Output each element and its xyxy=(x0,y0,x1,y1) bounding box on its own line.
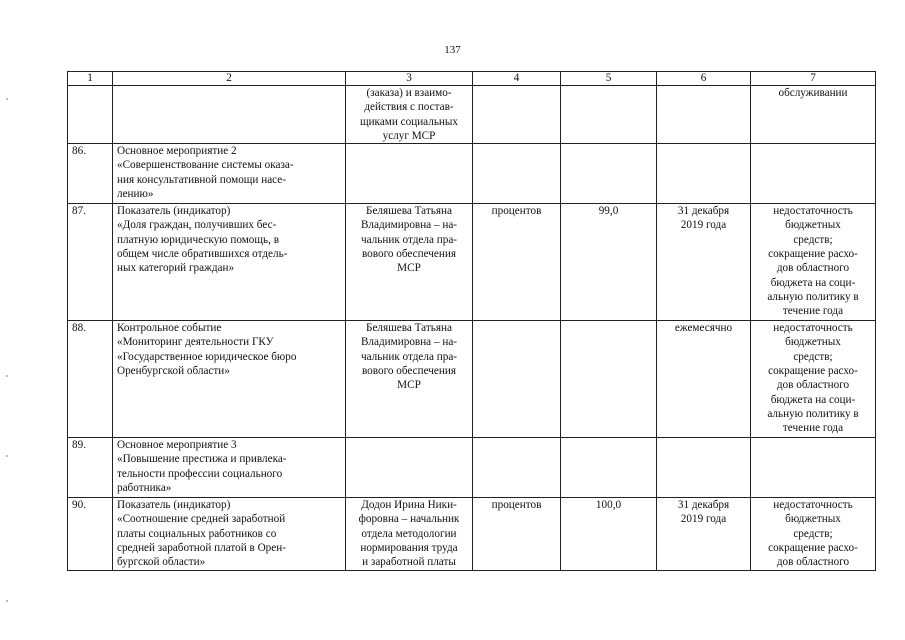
text-line: ния консультативной помощи насе- xyxy=(117,173,286,186)
responsible-person xyxy=(346,438,473,498)
text-line: платы социальных работников со xyxy=(117,527,277,540)
text-line: Основное мероприятие 3 xyxy=(117,439,237,452)
text-line: течение года xyxy=(782,305,844,318)
item-name xyxy=(113,498,346,571)
text-line: средней заработной платой в Орен- xyxy=(117,542,286,555)
text-line: отдела методологии xyxy=(361,527,457,540)
text-line: «Доля граждан, получивших бес- xyxy=(117,219,277,232)
text-line: бюджета на соци- xyxy=(770,276,856,289)
text-line: «Государственное юридическое бюро xyxy=(117,350,297,363)
text-line: «Совершенствование системы оказа- xyxy=(117,159,294,172)
unit-of-measure xyxy=(473,86,561,144)
text-line: недостаточность xyxy=(773,322,853,335)
text-line: сокращение расхо- xyxy=(768,542,858,555)
target-value: 100,0 xyxy=(561,498,657,571)
table-row xyxy=(68,438,876,498)
header-row xyxy=(68,72,876,86)
unit-of-measure xyxy=(473,438,561,498)
page-number: 137 xyxy=(444,44,461,56)
item-name xyxy=(113,86,346,144)
text-line: 2019 года xyxy=(680,513,727,526)
text-line: МСР xyxy=(397,379,421,392)
text-line: чальник отдела пра- xyxy=(360,233,458,246)
table-row xyxy=(68,144,876,204)
target-value xyxy=(561,321,657,438)
unit-of-measure xyxy=(473,321,561,438)
risks xyxy=(751,438,876,498)
deadline xyxy=(657,498,751,571)
text-line: альную политику в xyxy=(767,290,859,303)
deadline xyxy=(657,321,751,438)
item-name xyxy=(113,204,346,321)
risks xyxy=(751,321,876,438)
deadline xyxy=(657,86,751,144)
text-line: ежемесячно xyxy=(674,322,733,335)
deadline xyxy=(657,204,751,321)
unit-of-measure: процентов xyxy=(473,498,561,571)
text-line: средств; xyxy=(793,233,833,246)
row-number: 88. xyxy=(68,321,113,438)
table-row xyxy=(68,321,876,438)
text-line: дов областного xyxy=(776,379,850,392)
item-name xyxy=(113,321,346,438)
column-header: 5 xyxy=(561,72,657,86)
text-line: Показатель (индикатор) xyxy=(117,205,231,218)
text-line: 31 декабря xyxy=(677,499,730,512)
text-line: Контрольное событие xyxy=(117,322,222,335)
responsible-person xyxy=(346,204,473,321)
text-line: тельности профессии социального xyxy=(117,467,283,480)
responsible-person xyxy=(346,321,473,438)
text-line: чальник отдела пра- xyxy=(360,350,458,363)
table-row xyxy=(68,204,876,321)
column-header: 2 xyxy=(113,72,346,86)
text-line: 31 декабря xyxy=(677,205,730,218)
text-line: недостаточность xyxy=(773,205,853,218)
row-number: 89. xyxy=(68,438,113,498)
column-header: 4 xyxy=(473,72,561,86)
text-line: Додон Ирина Ники- xyxy=(361,499,457,512)
text-line: средств; xyxy=(793,350,833,363)
table-body xyxy=(68,86,876,571)
text-line: Владимировна – на- xyxy=(360,336,458,349)
text-line: дов областного xyxy=(776,262,850,275)
text-line: нормирования труда xyxy=(360,542,458,555)
responsible-person xyxy=(346,144,473,204)
text-line: действия с постав- xyxy=(364,101,454,114)
text-line: бюджетных xyxy=(785,513,841,526)
text-line: «Повышение престижа и привлека- xyxy=(117,453,287,466)
text-line: «Мониторинг деятельности ГКУ xyxy=(117,336,274,349)
target-value xyxy=(561,438,657,498)
responsible-person xyxy=(346,86,473,144)
text-line: общем числе обратившихся отдель- xyxy=(117,248,288,261)
target-value xyxy=(561,86,657,144)
text-line: бюджета на соци- xyxy=(770,393,856,406)
text-line: Показатель (индикатор) xyxy=(117,499,231,512)
text-line: вового обеспечения xyxy=(361,248,457,261)
text-line: альную политику в xyxy=(767,407,859,420)
item-name xyxy=(113,438,346,498)
text-line: течение года xyxy=(782,422,844,435)
table-row xyxy=(68,86,876,144)
deadline xyxy=(657,438,751,498)
text-line: бюджетных xyxy=(785,219,841,232)
plan-table xyxy=(67,71,876,571)
risks xyxy=(751,86,876,144)
row-number: 86. xyxy=(68,144,113,204)
text-line: ных категорий граждан» xyxy=(117,262,235,275)
text-line: бургской области» xyxy=(117,556,206,569)
text-line: сокращение расхо- xyxy=(768,365,858,378)
item-name xyxy=(113,144,346,204)
text-line: обслуживании xyxy=(778,87,848,99)
scan-margin-mark xyxy=(6,98,8,100)
column-header: 6 xyxy=(657,72,751,86)
text-line: щиками социальных xyxy=(359,115,459,128)
table-row xyxy=(68,498,876,571)
text-line: дов областного xyxy=(776,556,850,569)
text-line: 2019 года xyxy=(680,219,727,232)
column-header: 1 xyxy=(68,72,113,86)
target-value xyxy=(561,144,657,204)
text-line: «Соотношение средней заработной xyxy=(117,513,286,526)
unit-of-measure xyxy=(473,144,561,204)
deadline xyxy=(657,144,751,204)
text-line: Оренбургской области» xyxy=(117,365,230,378)
scan-margin-mark xyxy=(6,455,8,457)
text-line: Основное мероприятие 2 xyxy=(117,145,237,158)
text-line: средств; xyxy=(793,527,833,540)
text-line: Беляшева Татьяна xyxy=(366,322,452,335)
risks xyxy=(751,144,876,204)
text-line: сокращение расхо- xyxy=(768,248,858,261)
text-line: платную юридическую помощь, в xyxy=(117,233,279,246)
row-number: 90. xyxy=(68,498,113,571)
text-line: вового обеспечения xyxy=(361,365,457,378)
text-line: (заказа) и взаимо- xyxy=(366,87,452,99)
text-line: работника» xyxy=(117,482,172,495)
text-line: бюджетных xyxy=(785,336,841,349)
text-line: недостаточность xyxy=(773,499,853,512)
text-line: и заработной платы xyxy=(362,556,456,569)
text-line: услуг МСР xyxy=(382,129,436,142)
scan-margin-mark xyxy=(6,600,8,602)
row-number xyxy=(68,86,113,144)
risks xyxy=(751,204,876,321)
text-line: лению» xyxy=(117,188,154,201)
scan-margin-mark xyxy=(6,375,8,377)
text-line: Беляшева Татьяна xyxy=(366,205,452,218)
target-value: 99,0 xyxy=(561,204,657,321)
text-line: форовна – начальник xyxy=(358,513,460,526)
column-header: 7 xyxy=(751,72,876,86)
column-header: 3 xyxy=(346,72,473,86)
risks xyxy=(751,498,876,571)
row-number: 87. xyxy=(68,204,113,321)
responsible-person xyxy=(346,498,473,571)
text-line: Владимировна – на- xyxy=(360,219,458,232)
unit-of-measure: процентов xyxy=(473,204,561,321)
text-line: МСР xyxy=(397,262,421,275)
